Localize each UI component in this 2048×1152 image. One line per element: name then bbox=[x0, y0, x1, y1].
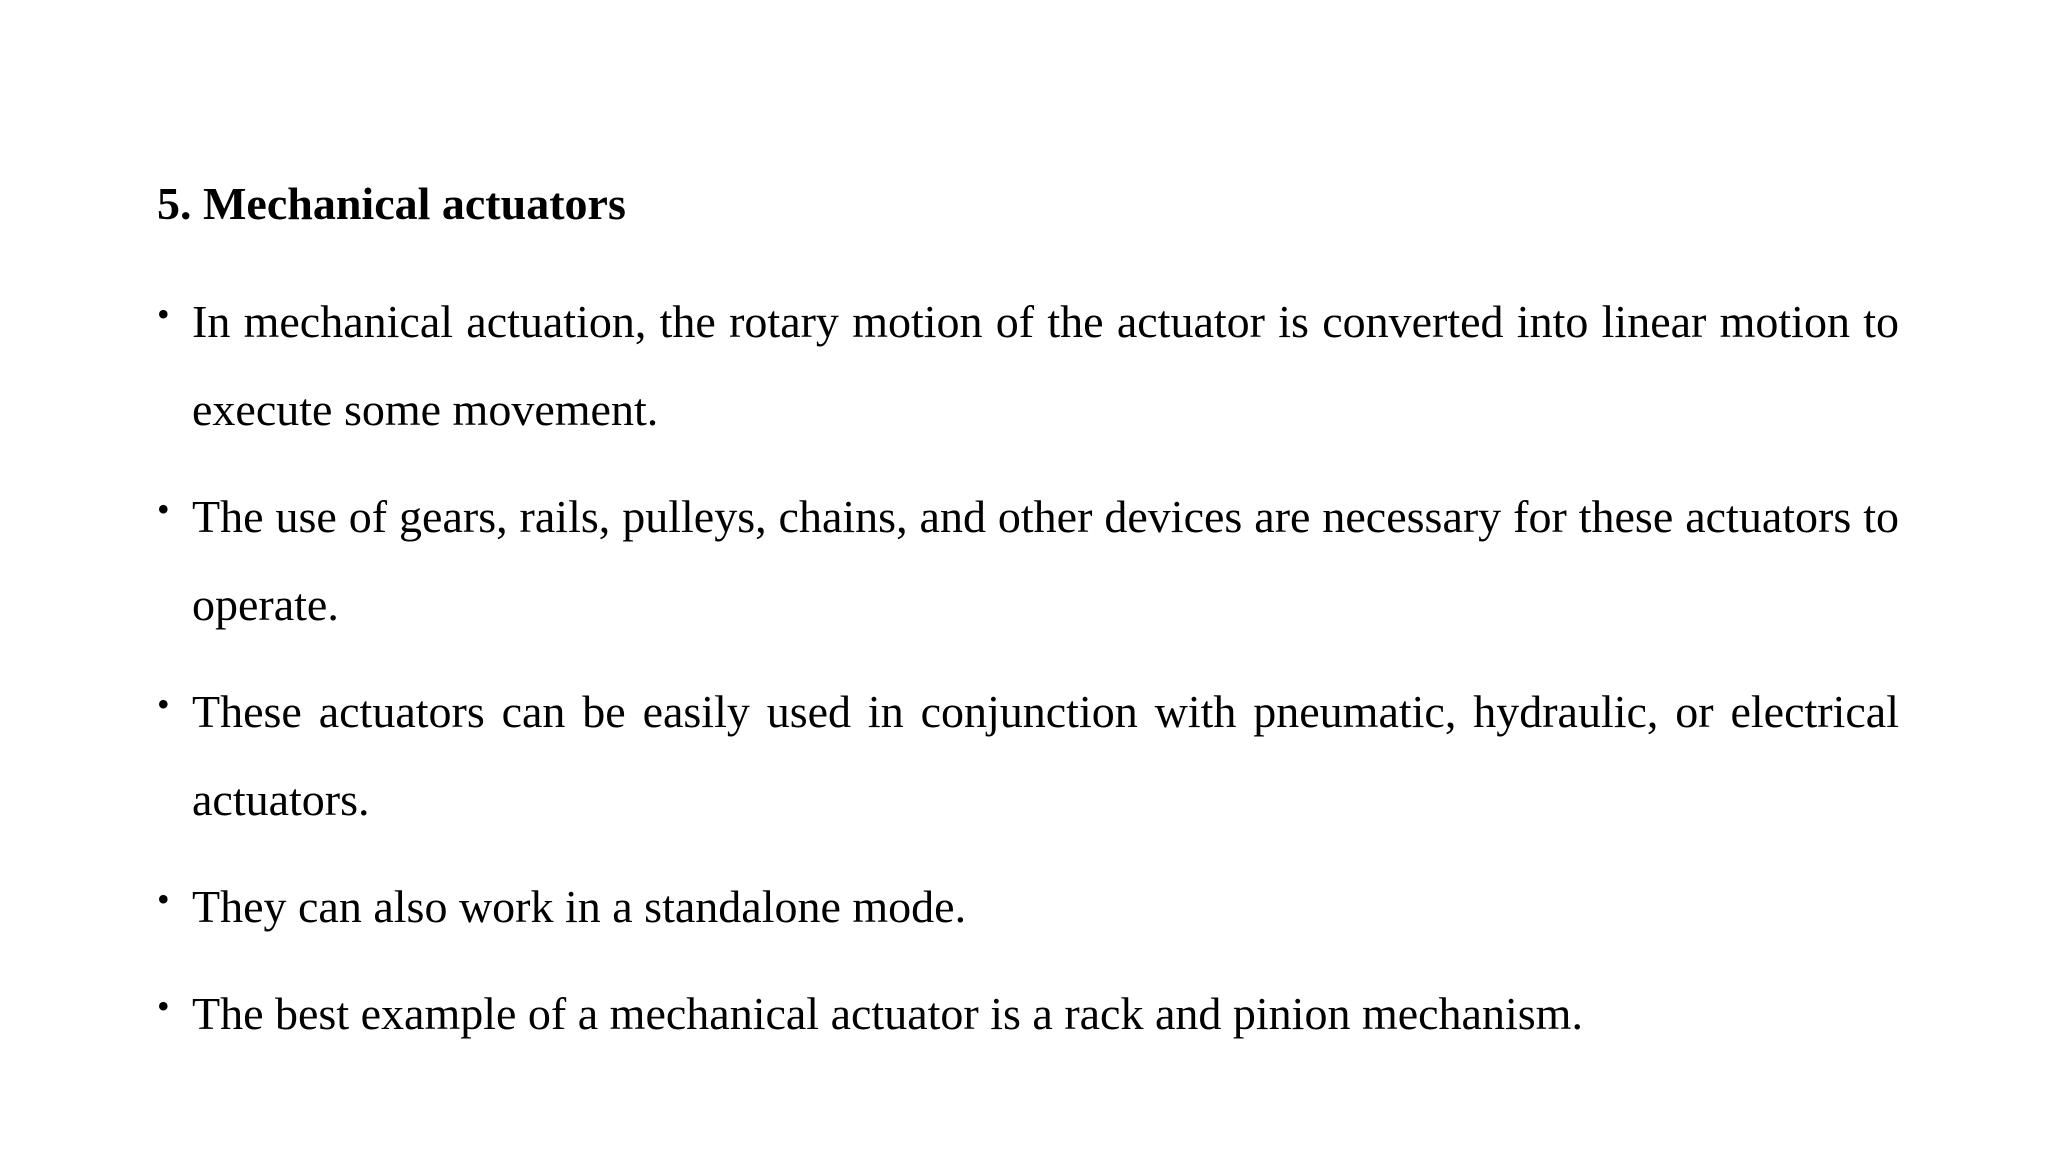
bullet-dot-icon: • bbox=[157, 986, 170, 1026]
bullet-item bbox=[157, 668, 1899, 844]
slide-heading: 5. Mechanical actuators bbox=[157, 178, 626, 229]
bullet-dot-icon: • bbox=[157, 489, 170, 529]
bullet-item bbox=[157, 970, 1899, 1058]
bullet-item bbox=[157, 473, 1899, 649]
bullet-text: They can also work in a standalone mode. bbox=[192, 881, 967, 932]
bullet-item bbox=[157, 278, 1899, 454]
bullet-list bbox=[157, 278, 1899, 1077]
bullet-dot-icon: • bbox=[157, 879, 170, 919]
bullet-dot-icon: • bbox=[157, 684, 170, 724]
bullet-text: The best example of a mechanical actuator is a rack and pinion mechanism. bbox=[192, 988, 1583, 1039]
bullet-dot-icon: • bbox=[157, 294, 170, 334]
bullet-text: The use of gears, rails, pulleys, chains, and other devices are necessary for these actuators to operate. bbox=[192, 491, 1899, 630]
bullet-text: These actuators can be easily used in conjunction with pneumatic, hydraulic, or electrical actuators. bbox=[192, 686, 1899, 825]
bullet-item bbox=[157, 863, 1899, 951]
bullet-text: In mechanical actuation, the rotary motion of the actuator is converted into linear motion to execute some movement. bbox=[192, 296, 1899, 435]
